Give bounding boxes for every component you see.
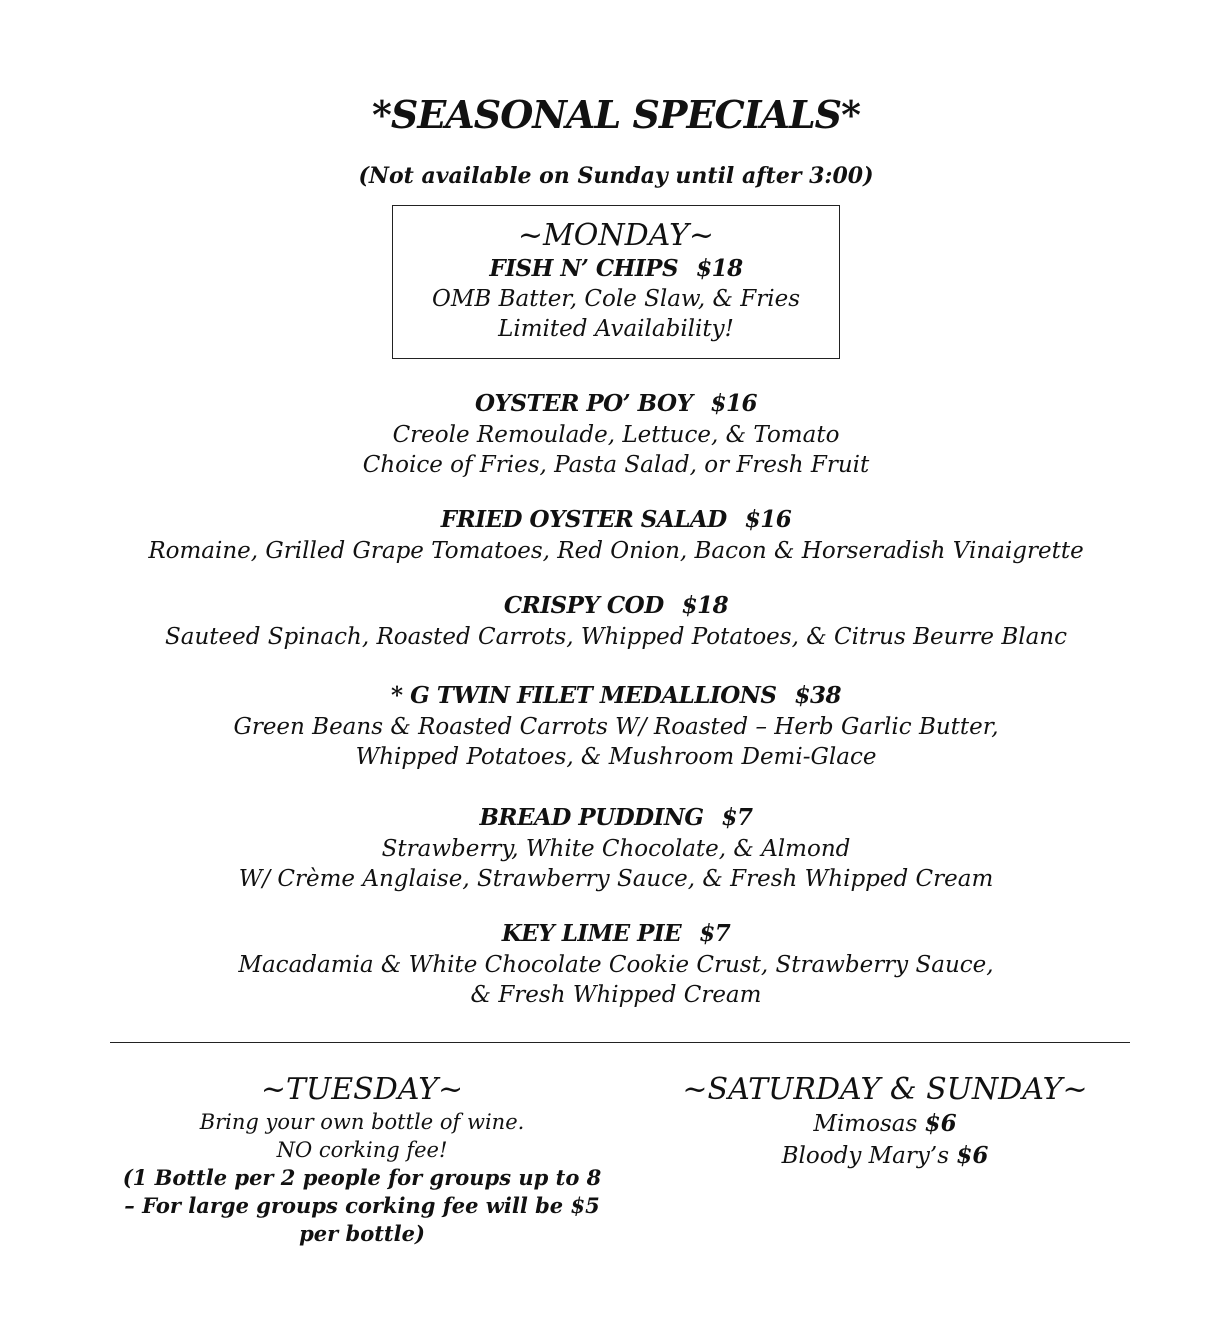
availability-note: (Not available on Sunday until after 3:00) bbox=[358, 163, 874, 189]
menu-item-title: CRISPY COD bbox=[503, 592, 664, 619]
menu-item bbox=[0, 388, 1232, 480]
menu-item-title: KEY LIME PIE bbox=[501, 920, 682, 947]
menu-item-price: $38 bbox=[794, 682, 841, 709]
menu-item-desc: & Fresh Whipped Cream bbox=[470, 982, 762, 1008]
monday-desc-line: Limited Availability! bbox=[498, 316, 734, 342]
section-divider bbox=[110, 1042, 1130, 1043]
tuesday-note: per bottle) bbox=[299, 1221, 425, 1246]
menu-item-desc: Sauteed Spinach, Roasted Carrots, Whipped Potatoes, & Citrus Beurre Blanc bbox=[164, 624, 1068, 650]
weekend-item-name: Mimosas bbox=[813, 1111, 918, 1137]
weekend-item-price: $6 bbox=[924, 1110, 957, 1137]
weekend-item-name: Bloody Mary’s bbox=[781, 1143, 950, 1169]
weekend-item-price: $6 bbox=[956, 1142, 989, 1169]
menu-item-title: * G TWIN FILET MEDALLIONS bbox=[391, 682, 777, 709]
tuesday-line: Bring your own bottle of wine. bbox=[199, 1110, 525, 1134]
menu-item-title: BREAD PUDDING bbox=[479, 804, 704, 831]
menu-item-price: $16 bbox=[744, 506, 792, 533]
menu-item-desc: W/ Crème Anglaise, Strawberry Sauce, & Fresh Whipped Cream bbox=[238, 866, 994, 892]
monday-heading: ~MONDAY~ bbox=[517, 218, 715, 253]
menu-item bbox=[0, 504, 1232, 566]
menu-item-title: FRIED OYSTER SALAD bbox=[440, 506, 727, 533]
menu-item-desc: Macadamia & White Chocolate Cookie Crust, Strawberry Sauce, bbox=[238, 952, 994, 978]
weekend-section bbox=[640, 1072, 1130, 1172]
tuesday-note: (1 Bottle per 2 people for groups up to 8 bbox=[122, 1165, 602, 1190]
monday-item-price: $18 bbox=[696, 255, 743, 282]
monday-item-title: FISH N’ CHIPS bbox=[489, 255, 679, 282]
menu-item-title: OYSTER PO’ BOY bbox=[474, 390, 693, 417]
menu-item-name bbox=[0, 918, 1232, 950]
weekend-heading: ~SATURDAY & SUNDAY~ bbox=[682, 1072, 1088, 1107]
weekend-item bbox=[640, 1108, 1130, 1140]
tuesday-line: NO corking fee! bbox=[276, 1138, 448, 1162]
tuesday-section bbox=[112, 1072, 612, 1248]
monday-special-box bbox=[392, 205, 840, 359]
monday-item-name bbox=[393, 254, 839, 284]
menu-item-desc: Creole Remoulade, Lettuce, & Tomato bbox=[392, 422, 840, 448]
menu-item-name bbox=[0, 590, 1232, 622]
monday-desc-line: OMB Batter, Cole Slaw, & Fries bbox=[431, 286, 801, 312]
tuesday-note: – For large groups corking fee will be $5 bbox=[124, 1193, 600, 1218]
menu-item-desc: Choice of Fries, Pasta Salad, or Fresh Fruit bbox=[362, 452, 870, 478]
menu-item-price: $18 bbox=[681, 592, 729, 619]
menu-item-name bbox=[0, 504, 1232, 536]
menu-item bbox=[0, 680, 1232, 772]
menu-item bbox=[0, 590, 1232, 652]
menu-item-desc: Strawberry, White Chocolate, & Almond bbox=[381, 836, 851, 862]
menu-item-desc: Whipped Potatoes, & Mushroom Demi-Glace bbox=[355, 744, 877, 770]
menu-item bbox=[0, 802, 1232, 894]
menu-item-name bbox=[0, 388, 1232, 420]
menu-item-name bbox=[0, 680, 1232, 712]
weekend-item bbox=[640, 1140, 1130, 1172]
menu-item bbox=[0, 918, 1232, 1010]
menu-item-price: $16 bbox=[710, 390, 757, 417]
menu-item-price: $7 bbox=[699, 920, 731, 947]
page-title: *SEASONAL SPECIALS* bbox=[372, 92, 860, 137]
menu-item-price: $7 bbox=[721, 804, 753, 831]
menu-item-desc: Green Beans & Roasted Carrots W/ Roasted – Herb Garlic Butter, bbox=[233, 714, 999, 740]
tuesday-heading: ~TUESDAY~ bbox=[260, 1072, 464, 1107]
menu-item-desc: Romaine, Grilled Grape Tomatoes, Red Onion, Bacon & Horseradish Vinaigrette bbox=[148, 538, 1084, 564]
menu-item-name bbox=[0, 802, 1232, 834]
